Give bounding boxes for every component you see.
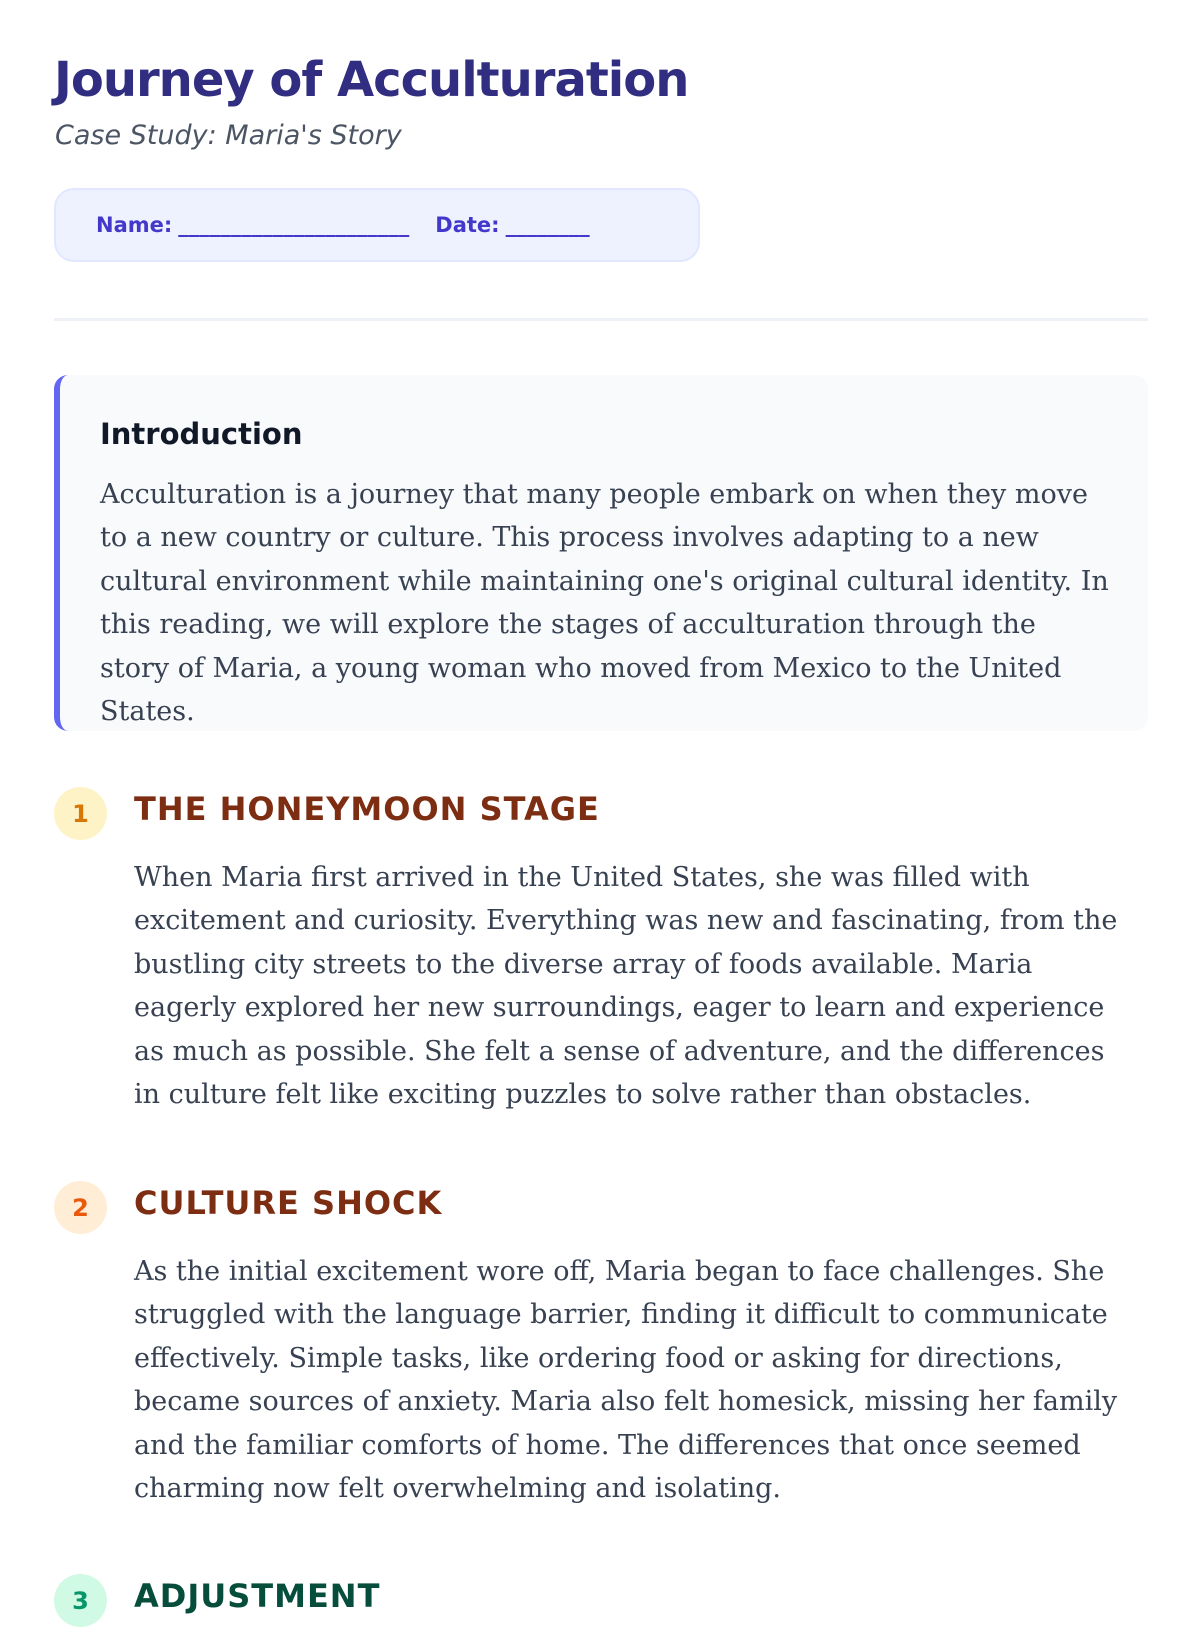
name-label: Name:: [96, 213, 173, 237]
name-field[interactable]: ______________________: [178, 213, 410, 237]
stage-heading: CULTURE SHOCK: [134, 1184, 443, 1222]
page-subtitle: Case Study: Maria's Story: [55, 120, 402, 151]
stage-number-badge: 2: [54, 1181, 107, 1234]
stage-heading: THE HONEYMOON STAGE: [134, 790, 600, 828]
introduction-card: [54, 375, 1148, 731]
stage-number-badge: 1: [54, 787, 107, 840]
section-divider: [54, 318, 1148, 321]
stage-heading: ADJUSTMENT: [134, 1577, 381, 1615]
introduction-heading: Introduction: [100, 417, 303, 451]
stage-text: As the initial excitement wore off, Maria began to face challenges. She struggled with the language barrier, finding it difficult to communicate effectively. Simple tasks, like ordering food or asking for directions, became sources of anxiety. Maria also felt homesick, missing her family and the familiar comforts of home. The differences that once seemed charming now felt overwhelming and isolating.: [134, 1256, 1118, 1505]
name-date-box: [54, 188, 700, 262]
date-field[interactable]: ________: [505, 213, 590, 237]
stage-text: When Maria first arrived in the United States, she was filled with excitement and curiosity. Everything was new and fascinating, from the bustling city streets to the diverse array of foods available. Maria eagerly explored her new surroundings, eager to learn and experience as much as possible. She felt a sense of adventure, and the differences in culture felt like exciting puzzles to solve rather than obstacles.: [134, 862, 1118, 1111]
stage-number-badge: 3: [54, 1574, 107, 1627]
date-label: Date:: [435, 213, 500, 237]
page-title: Journey of Acculturation: [54, 52, 689, 108]
introduction-text: Acculturation is a journey that many people embark on when they move to a new country or culture. This process involves adapting to a new cultural environment while maintaining one's original cultural identity. In this reading, we will explore the stages of acculturation through the story of Maria, a young woman who moved from Mexico to the United States.: [100, 479, 1109, 728]
